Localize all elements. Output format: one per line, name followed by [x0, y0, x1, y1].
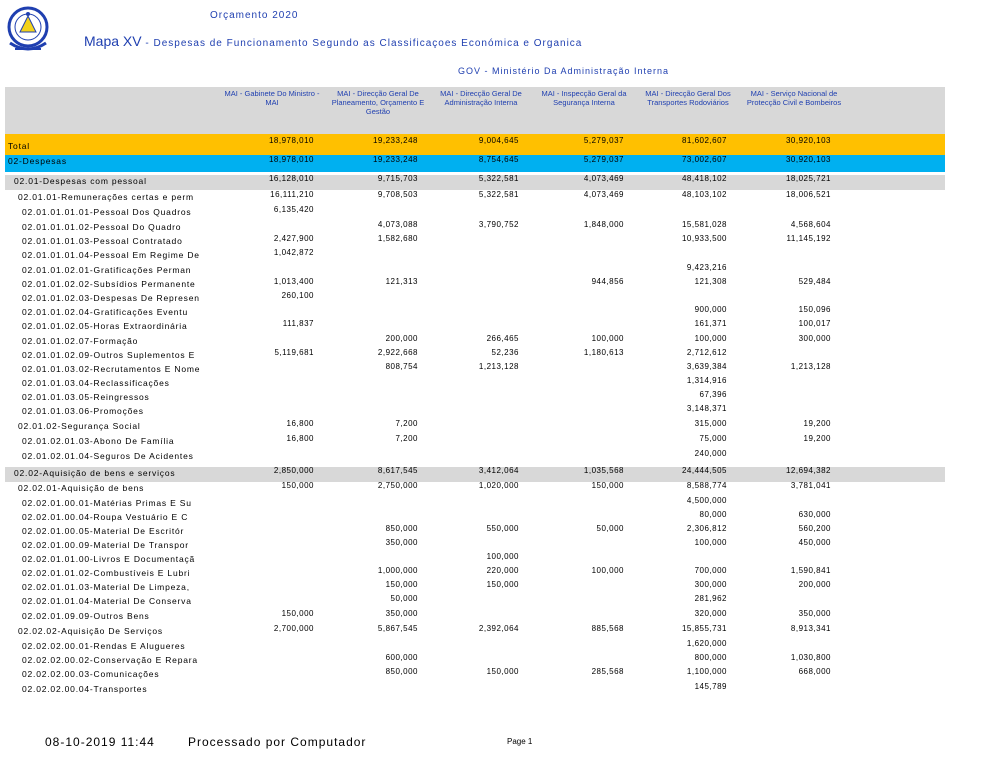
cell-value: 9,423,216 [686, 263, 727, 272]
table-row [0, 421, 1000, 435]
cell-value: 2,392,064 [478, 624, 519, 633]
cell-value: 19,200 [803, 419, 831, 428]
table-row [0, 279, 1000, 293]
cell-value: 1,042,872 [273, 248, 314, 257]
cell-value: 150,000 [281, 609, 314, 618]
row-label: 02.01.01.02.09-Outros Suplementos E [22, 350, 196, 360]
table-row [0, 468, 1000, 482]
cell-value: 1,030,800 [790, 653, 831, 662]
row-label: 02.01.02.01.04-Seguros De Acidentes [22, 451, 194, 461]
cell-value: 5,322,581 [478, 174, 519, 183]
cell-value: 4,073,469 [583, 190, 624, 199]
cell-value: 150,000 [591, 481, 624, 490]
cell-value: 300,000 [798, 334, 831, 343]
cell-value: 3,790,752 [478, 220, 519, 229]
cell-value: 3,639,384 [686, 362, 727, 371]
table-row [0, 626, 1000, 640]
cell-value: 240,000 [694, 449, 727, 458]
cell-value: 260,100 [281, 291, 314, 300]
row-label: 02.02.01.01.03-Material De Limpeza, [22, 582, 190, 592]
table-row [0, 236, 1000, 250]
cell-value: 100,017 [798, 319, 831, 328]
table-row [0, 483, 1000, 497]
cell-value: 850,000 [385, 667, 418, 676]
row-label: 02.02.01.01.00-Livros E Documentaçã [22, 554, 196, 564]
row-label: 02.01.01.03.06-Promoções [22, 406, 144, 416]
cell-value: 8,617,545 [377, 466, 418, 475]
cell-value: 121,308 [694, 277, 727, 286]
row-label: 02.01.01.03.04-Reclassificações [22, 378, 170, 388]
cell-value: 4,073,469 [583, 174, 624, 183]
table-row [0, 392, 1000, 406]
cell-value: 2,750,000 [377, 481, 418, 490]
table-row [0, 582, 1000, 596]
row-label: 02.02.02.00.03-Comunicações [22, 669, 160, 679]
cell-value: 50,000 [596, 524, 624, 533]
cell-value: 2,306,812 [686, 524, 727, 533]
cell-value: 2,427,900 [273, 234, 314, 243]
table-row [0, 498, 1000, 512]
cell-value: 18,025,721 [785, 174, 831, 183]
page-number: Page 1 [507, 737, 533, 746]
cell-value: 7,200 [395, 434, 418, 443]
cell-value: 100,000 [694, 334, 727, 343]
cell-value: 150,000 [486, 580, 519, 589]
cell-value: 281,962 [694, 594, 727, 603]
cell-value: 73,002,607 [681, 155, 727, 164]
cell-value: 12,694,382 [785, 466, 831, 475]
cell-value: 100,000 [694, 538, 727, 547]
cell-value: 3,412,064 [478, 466, 519, 475]
column-header-gabinete: MAI - Gabinete Do Ministro - MAI [224, 89, 320, 107]
cell-value: 150,000 [281, 481, 314, 490]
cell-value: 1,000,000 [377, 566, 418, 575]
column-header-dgpog: MAI - Direcção Geral De Planeamento, Orçamento E Gestão [331, 89, 425, 116]
cell-value: 16,800 [286, 434, 314, 443]
cell-value: 16,800 [286, 419, 314, 428]
cell-value: 8,913,341 [790, 624, 831, 633]
table-row [0, 684, 1000, 698]
cell-value: 5,867,545 [377, 624, 418, 633]
cell-value: 6,135,420 [273, 205, 314, 214]
cell-value: 5,119,681 [274, 348, 314, 357]
column-header-dgtr: MAI - Direcção Geral Dos Transportes Rodoviários [645, 89, 731, 107]
cell-value: 3,148,371 [686, 404, 727, 413]
row-label: 02.01.01.02.05-Horas Extraordinária [22, 321, 188, 331]
cell-value: 8,588,774 [686, 481, 727, 490]
row-label: 02.02.01.00.09-Material De Transpor [22, 540, 189, 550]
map-title [84, 33, 582, 49]
table-row [0, 611, 1000, 625]
row-label: 02.01.02-Segurança Social [18, 421, 141, 431]
cell-value: 2,700,000 [273, 624, 314, 633]
table-row [0, 192, 1000, 206]
table-row [0, 307, 1000, 321]
table-row [0, 596, 1000, 610]
table-row [0, 378, 1000, 392]
budget-year-title: Orçamento 2020 [210, 10, 299, 21]
cell-value: 24,444,505 [681, 466, 727, 475]
row-label: 02.02.01.09.09-Outros Bens [22, 611, 150, 621]
row-label: 02.01.01-Remunerações certas e perm [18, 192, 194, 202]
cell-value: 1,013,400 [273, 277, 314, 286]
cell-value: 1,213,128 [790, 362, 831, 371]
cell-value: 9,004,645 [478, 136, 519, 145]
cell-value: 30,920,103 [785, 155, 831, 164]
cell-value: 150,000 [385, 580, 418, 589]
cell-value: 944,856 [591, 277, 624, 286]
row-label: 02-Despesas [8, 156, 67, 166]
row-label: 02.02.01-Aquisição de bens [18, 483, 145, 493]
cell-value: 266,465 [486, 334, 519, 343]
cell-value: 4,568,604 [790, 220, 831, 229]
table-row [0, 641, 1000, 655]
cell-value: 16,128,010 [268, 174, 314, 183]
row-label: 02.02.01.00.05-Material De Escritór [22, 526, 185, 536]
cell-value: 900,000 [694, 305, 727, 314]
row-label: 02.01.01.02.03-Despesas De Represen [22, 293, 200, 303]
row-label: 02.01.01.02.07-Formação [22, 336, 139, 346]
column-header-dgai: MAI - Direcção Geral De Administração Interna [440, 89, 522, 107]
map-description: - Despesas de Funcionamento Segundo as Classificaçoes Económica e Organica [141, 38, 583, 49]
cell-value: 2,712,612 [686, 348, 727, 357]
cell-value: 16,111,210 [270, 190, 314, 199]
cell-value: 2,850,000 [273, 466, 314, 475]
cell-value: 100,000 [591, 334, 624, 343]
cell-value: 220,000 [486, 566, 519, 575]
cell-value: 145,789 [694, 682, 727, 691]
table-row [0, 250, 1000, 264]
cell-value: 320,000 [694, 609, 727, 618]
table-row [0, 207, 1000, 221]
cell-value: 161,371 [694, 319, 727, 328]
row-label: 02.02.02.00.01-Rendas E Alugueres [22, 641, 186, 651]
cell-value: 350,000 [798, 609, 831, 618]
table-row [0, 451, 1000, 465]
cell-value: 5,322,581 [478, 190, 519, 199]
table-row [0, 156, 1000, 170]
cell-value: 80,000 [699, 510, 727, 519]
cell-value: 15,581,028 [681, 220, 727, 229]
row-label: 02.01-Despesas com pessoal [14, 176, 147, 186]
map-number: Mapa XV [84, 33, 142, 49]
emblem-logo [5, 5, 51, 55]
row-label: 02.01.01.03.02-Recrutamentos E Nome [22, 364, 201, 374]
row-label: 02.01.01.01.04-Pessoal Em Regime De [22, 250, 200, 260]
row-label: 02.02.02.00.04-Transportes [22, 684, 148, 694]
row-label: 02.02.01.01.02-Combustíveis E Lubri [22, 568, 191, 578]
cell-value: 300,000 [694, 580, 727, 589]
cell-value: 350,000 [385, 609, 418, 618]
cell-value: 1,620,000 [686, 639, 727, 648]
cell-value: 850,000 [385, 524, 418, 533]
table-row [0, 293, 1000, 307]
cell-value: 5,279,037 [583, 155, 624, 164]
cell-value: 19,233,248 [372, 155, 418, 164]
cell-value: 18,006,521 [785, 190, 831, 199]
cell-value: 30,920,103 [785, 136, 831, 145]
cell-value: 1,100,000 [686, 667, 727, 676]
table-row [0, 176, 1000, 190]
cell-value: 3,781,041 [790, 481, 831, 490]
table-row [0, 321, 1000, 335]
cell-value: 4,073,088 [377, 220, 418, 229]
cell-value: 9,708,503 [377, 190, 418, 199]
cell-value: 1,314,916 [686, 376, 727, 385]
ministry-title: GOV - Ministério Da Administração Interna [458, 66, 670, 76]
cell-value: 7,200 [395, 419, 418, 428]
cell-value: 1,213,128 [478, 362, 519, 371]
cell-value: 19,233,248 [372, 136, 418, 145]
cell-value: 18,978,010 [268, 155, 314, 164]
cell-value: 67,396 [699, 390, 727, 399]
cell-value: 200,000 [385, 334, 418, 343]
cell-value: 668,000 [798, 667, 831, 676]
cell-value: 150,000 [486, 667, 519, 676]
cell-value: 550,000 [486, 524, 519, 533]
cell-value: 48,418,102 [681, 174, 727, 183]
table-row [0, 526, 1000, 540]
cell-value: 1,020,000 [478, 481, 519, 490]
cell-value: 81,602,607 [681, 136, 727, 145]
row-label: 02.01.02.01.03-Abono De Família [22, 436, 175, 446]
table-row [0, 265, 1000, 279]
cell-value: 450,000 [798, 538, 831, 547]
cell-value: 48,103,102 [681, 190, 727, 199]
cell-value: 52,236 [491, 348, 519, 357]
cell-value: 350,000 [385, 538, 418, 547]
cell-value: 19,200 [803, 434, 831, 443]
cell-value: 1,180,613 [583, 348, 624, 357]
cell-value: 10,933,500 [681, 234, 727, 243]
table-row [0, 669, 1000, 683]
row-label: 02.01.01.03.05-Reingressos [22, 392, 150, 402]
cell-value: 11,145,192 [786, 234, 831, 243]
row-label: 02.01.01.01.01-Pessoal Dos Quadros [22, 207, 192, 217]
cell-value: 529,484 [798, 277, 831, 286]
row-label: 02.01.01.01.02-Pessoal Do Quadro [22, 222, 182, 232]
table-row [0, 436, 1000, 450]
column-header-snpcb: MAI - Serviço Nacional de Protecção Civil e Bombeiros [746, 89, 842, 107]
cell-value: 1,582,680 [377, 234, 418, 243]
row-label: 02.02.01.00.04-Roupa Vestuário E C [22, 512, 189, 522]
cell-value: 885,568 [591, 624, 624, 633]
row-label: 02.02.02-Aquisição De Serviços [18, 626, 163, 636]
row-label: 02.01.01.02.02-Subsídios Permanente [22, 279, 196, 289]
cell-value: 560,200 [798, 524, 831, 533]
row-label: 02.01.01.01.03-Pessoal Contratado [22, 236, 183, 246]
cell-value: 8,754,645 [478, 155, 519, 164]
cell-value: 100,000 [591, 566, 624, 575]
cell-value: 700,000 [694, 566, 727, 575]
cell-value: 15,855,731 [681, 624, 727, 633]
cell-value: 1,590,841 [790, 566, 831, 575]
row-label: 02.02.02.00.02-Conservação E Repara [22, 655, 198, 665]
cell-value: 200,000 [798, 580, 831, 589]
cell-value: 315,000 [694, 419, 727, 428]
table-row [0, 406, 1000, 420]
row-label: 02.01.01.02.01-Gratificações Perman [22, 265, 192, 275]
cell-value: 1,848,000 [583, 220, 624, 229]
cell-value: 75,000 [699, 434, 727, 443]
cell-value: 800,000 [694, 653, 727, 662]
cell-value: 4,500,000 [686, 496, 727, 505]
row-label: Total [8, 141, 30, 151]
cell-value: 630,000 [798, 510, 831, 519]
table-row [0, 222, 1000, 236]
row-label: 02.02.01.00.01-Matérias Primas E Su [22, 498, 192, 508]
row-label: 02.02.01.01.04-Material De Conserva [22, 596, 192, 606]
footer-processed: Processado por Computador [188, 735, 367, 749]
table-row [0, 364, 1000, 378]
cell-value: 111,837 [282, 319, 314, 328]
cell-value: 285,568 [591, 667, 624, 676]
row-label: 02.02-Aquisição de bens e serviços [14, 468, 176, 478]
cell-value: 2,922,668 [377, 348, 418, 357]
cell-value: 808,754 [385, 362, 418, 371]
cell-value: 100,000 [486, 552, 519, 561]
cell-value: 150,096 [798, 305, 831, 314]
cell-value: 121,313 [385, 277, 418, 286]
table-row [0, 137, 1000, 151]
cell-value: 18,978,010 [268, 136, 314, 145]
footer-date: 08-10-2019 11:44 [45, 735, 155, 749]
cell-value: 9,715,703 [377, 174, 418, 183]
cell-value: 50,000 [390, 594, 418, 603]
cell-value: 5,279,037 [583, 136, 624, 145]
cell-value: 1,035,568 [583, 466, 624, 475]
column-header-igsi: MAI - Inspecção Geral da Segurança Interna [541, 89, 627, 107]
cell-value: 600,000 [385, 653, 418, 662]
row-label: 02.01.01.02.04-Gratificações Eventu [22, 307, 188, 317]
